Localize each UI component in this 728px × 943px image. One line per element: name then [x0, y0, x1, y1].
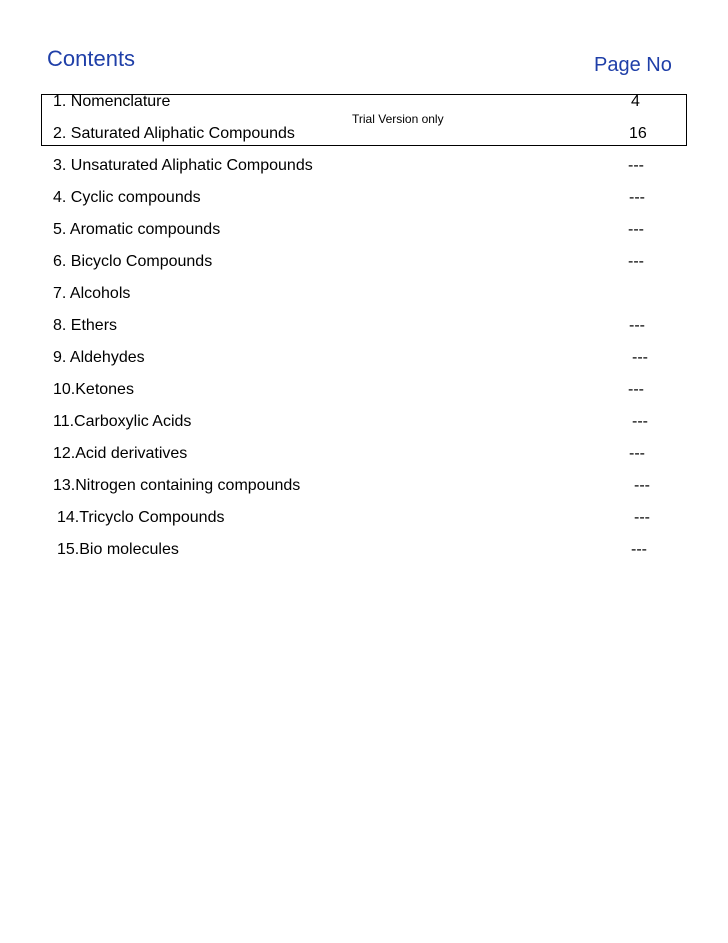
toc-entry-label: 4. Cyclic compounds — [53, 189, 201, 206]
toc-entry-label: 14.Tricyclo Compounds — [57, 509, 225, 526]
toc-entry-page: --- — [631, 541, 647, 558]
toc-entry-label: 6. Bicyclo Compounds — [53, 253, 213, 270]
page-number-heading: Page No — [594, 54, 672, 76]
toc-entry-label: 9. Aldehydes — [53, 349, 145, 366]
trial-watermark: Trial Version only — [352, 112, 444, 126]
toc-entry-page: --- — [628, 381, 644, 398]
toc-row[interactable] — [0, 476, 728, 496]
toc-entry-page: --- — [629, 317, 645, 334]
toc-entry-page: --- — [628, 157, 644, 174]
toc-row[interactable] — [0, 124, 728, 144]
toc-entry-page: --- — [634, 509, 650, 526]
toc-entry-label: 15.Bio molecules — [57, 541, 179, 558]
toc-row[interactable] — [0, 508, 728, 528]
toc-entry-label: 5. Aromatic compounds — [53, 221, 221, 238]
toc-row[interactable] — [0, 188, 728, 208]
toc-entry-page: --- — [628, 221, 644, 238]
toc-entry-page: --- — [634, 477, 650, 494]
toc-entry-page: --- — [632, 413, 648, 430]
toc-entry-page: --- — [629, 189, 645, 206]
toc-row[interactable] — [0, 156, 728, 176]
toc-entry-label: 10.Ketones — [53, 381, 134, 398]
toc-entry-label: 3. Unsaturated Aliphatic Compounds — [53, 157, 313, 174]
toc-entry-page: 4 — [631, 93, 640, 110]
toc-entry-page: --- — [632, 349, 648, 366]
toc-entry-label: 8. Ethers — [53, 317, 118, 334]
toc-row[interactable] — [0, 92, 728, 112]
toc-row[interactable] — [0, 316, 728, 336]
toc-row[interactable] — [0, 220, 728, 240]
toc-entry-label: 11.Carboxylic Acids — [53, 413, 192, 430]
toc-row[interactable] — [0, 284, 728, 304]
toc-row[interactable] — [0, 412, 728, 432]
toc-entry-label: 2. Saturated Aliphatic Compounds — [53, 125, 295, 142]
toc-row[interactable] — [0, 540, 728, 560]
toc-entry-label: 12.Acid derivatives — [53, 445, 188, 462]
toc-entry-page: 16 — [629, 125, 647, 142]
toc-entry-page: --- — [629, 445, 645, 462]
toc-entry-label: 1. Nomenclature — [53, 93, 171, 110]
toc-row[interactable] — [0, 252, 728, 272]
toc-entry-label: 7. Alcohols — [53, 285, 131, 302]
toc-entry-label: 13.Nitrogen containing compounds — [53, 477, 301, 494]
contents-heading: Contents — [47, 46, 136, 71]
toc-entry-page: --- — [628, 253, 644, 270]
toc-row[interactable] — [0, 380, 728, 400]
toc-row[interactable] — [0, 444, 728, 464]
toc-row[interactable] — [0, 348, 728, 368]
